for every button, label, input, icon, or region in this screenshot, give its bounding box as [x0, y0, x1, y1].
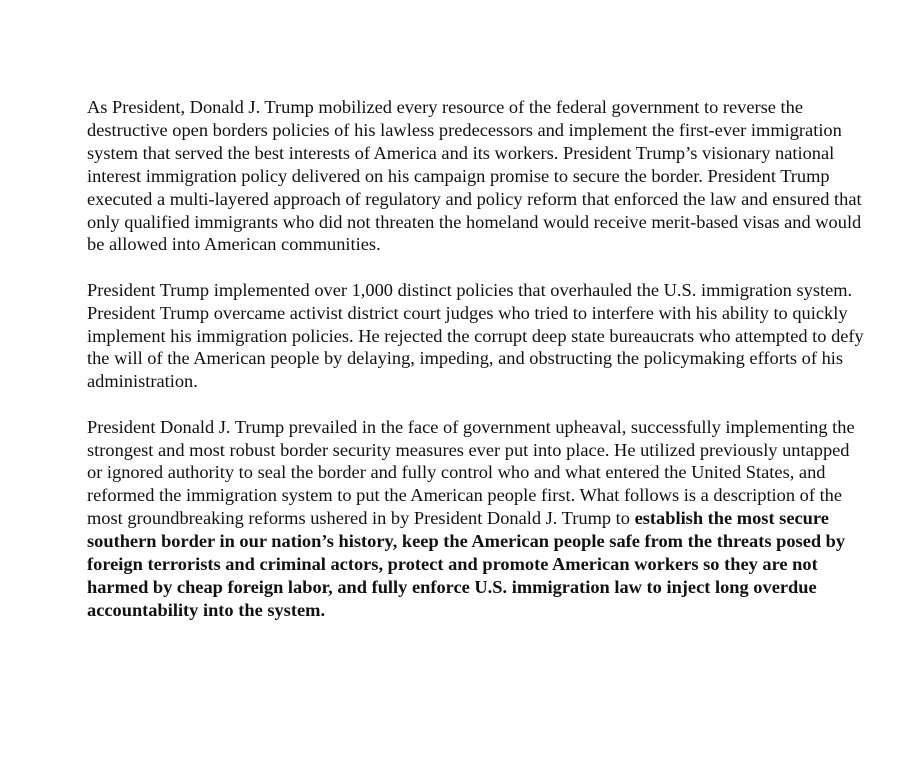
- paragraph-1: As President, Donald J. Trump mobilized every resource of the federal government to reverse the destructive open borders policies of his lawless predecessors and implement the first-ever immigration system that served the best interests of America and its workers. President Trump’s visionary national interest immigration policy delivered on his campaign promise to secure the border. President Trump executed a multi-layered approach of regulatory and policy reform that enforced the law and ensured that only qualified immigrants who did not threaten the homeland would receive merit-based visas and would be allowed into American communities.: [87, 97, 862, 255]
- paragraph-3: [87, 416, 867, 622]
- paragraph-3-bold-text: establish the most secure southern border in our nation’s history, keep the American people safe from the threats posed by foreign terrorists and criminal actors, protect and promote American workers so they are not harmed by cheap foreign labor, and fully enforce U.S. immigration law to inject long overdue accountability into the system.: [87, 508, 846, 620]
- paragraph-2: President Trump implemented over 1,000 distinct policies that overhauled the U.S. immigration system. President Trump overcame activist district court judges who tried to interfere with his ability to quickly implement his immigration policies. He rejected the corrupt deep state bureaucrats who attempted to defy the will of the American people by delaying, impeding, and obstructing the policymaking efforts of his administration.: [87, 279, 864, 392]
- paragraph-3-regular-text: President Donald J. Trump prevailed in the face of government upheaval, successfully implementing the strongest and most robust border security measures ever put into place. He utilized previously untapped or ignored authority to seal the border and fully control who and what entered the United States, and reformed the immigration system to put the American people first. What follows is a description of the most groundbreaking reforms ushered in by President Donald J. Trump to: [87, 416, 855, 529]
- document-page: [87, 96, 867, 644]
